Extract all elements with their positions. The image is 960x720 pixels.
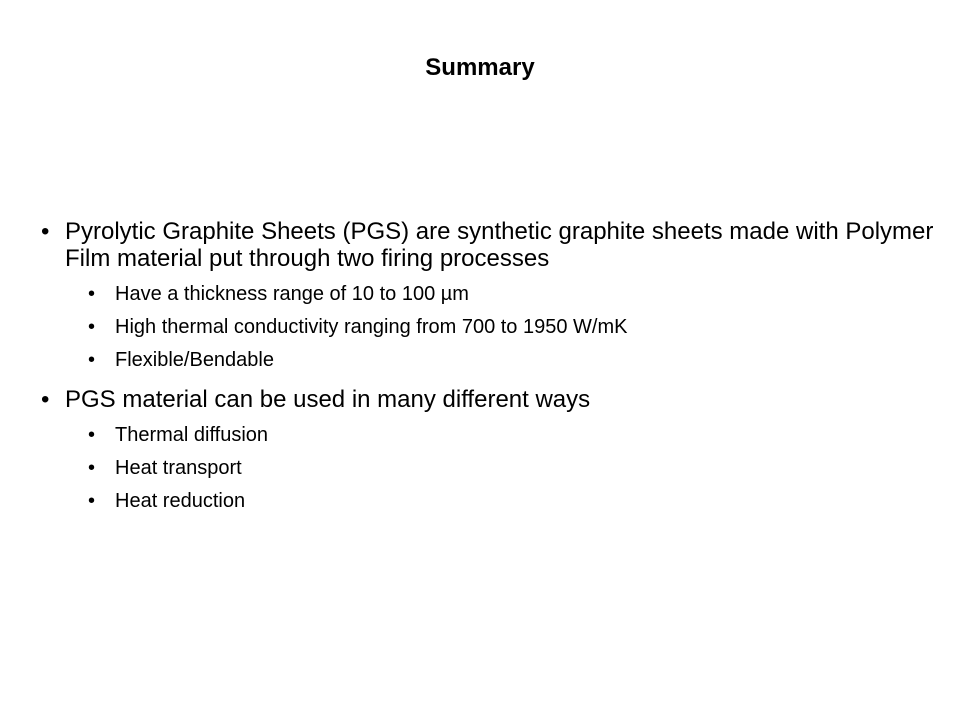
- bullet-icon: •: [41, 386, 50, 413]
- sub-bullet-list: [65, 282, 936, 372]
- sub-bullet-heat-transport: [65, 456, 936, 480]
- bullet-list: [36, 218, 936, 513]
- sub-bullet-text: Thermal diffusion: [115, 424, 269, 446]
- bullet-text: PGS material can be used in many different ways: [65, 386, 591, 413]
- bullet-icon: •: [88, 283, 96, 305]
- bullet-icon: •: [88, 316, 96, 338]
- sub-bullet-text: Heat transport: [115, 457, 242, 479]
- sub-bullet-thickness: [65, 282, 936, 306]
- sub-bullet-flexible: [65, 348, 936, 372]
- sub-bullet-text: Heat reduction: [115, 490, 246, 512]
- bullet-icon: •: [88, 424, 96, 446]
- bullet-text: Pyrolytic Graphite Sheets (PGS) are synthetic graphite sheets made with Polymer Film material put through two firing processes: [65, 218, 934, 272]
- sub-bullet-text: High thermal conductivity ranging from 700 to 1950 W/mK: [115, 316, 628, 338]
- bullet-icon: •: [41, 218, 50, 245]
- sub-bullet-text: Have a thickness range of 10 to 100 µm: [115, 283, 469, 305]
- slide-title: Summary: [425, 54, 535, 81]
- bullet-pgs-definition: [36, 218, 936, 372]
- slide-content: [36, 218, 936, 513]
- bullet-icon: •: [88, 457, 96, 479]
- sub-bullet-list: [65, 423, 936, 513]
- sub-bullet-thermal-diffusion: [65, 423, 936, 447]
- bullet-icon: •: [88, 490, 96, 512]
- bullet-icon: •: [88, 349, 96, 371]
- sub-bullet-text: Flexible/Bendable: [115, 349, 274, 371]
- bullet-pgs-uses: [36, 386, 936, 513]
- sub-bullet-heat-reduction: [65, 489, 936, 513]
- sub-bullet-conductivity: [65, 315, 936, 339]
